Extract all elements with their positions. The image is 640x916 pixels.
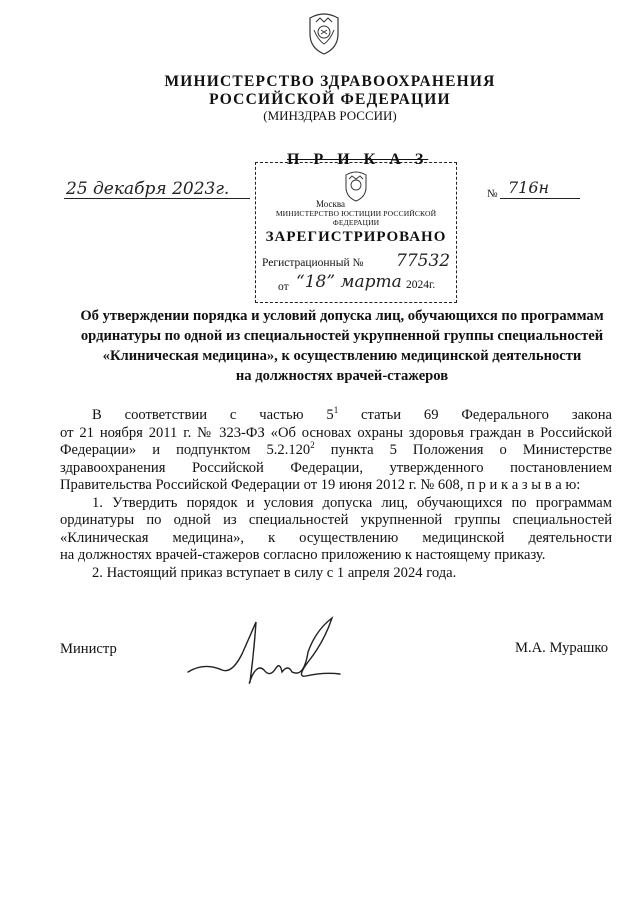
order-date: 25 декабря 2023г. <box>66 179 230 199</box>
coat-of-arms-icon <box>304 8 344 56</box>
document-title <box>40 306 640 386</box>
ministry-name-line1: МИНИСТЕРСТВО ЗДРАВООХРАНЕНИЯ <box>164 73 496 90</box>
stamp-date-handwritten: “18” марта <box>296 272 402 292</box>
body-line: В соответствии с частью $5^1$ статьи 69 Федерального закона <box>92 405 612 423</box>
ministry-name-line2: РОССИЙСКОЙ ФЕДЕРАЦИИ <box>209 91 451 108</box>
stamp-year: 2024г. <box>406 279 436 291</box>
signatory-name: М.А. Мурашко <box>515 640 609 656</box>
handwritten-signature <box>184 612 344 690</box>
signatory-position: Министр <box>60 641 117 657</box>
stamp-date-prefix: от <box>278 281 289 293</box>
body-line: Правительства Российской Федерации от 19 июня 2012 г. № 608, п р и к а з ы в а ю: <box>60 477 581 493</box>
body-line: здравоохранения Российской Федерации, утвержденного постановлением <box>60 459 612 476</box>
ministry-short-name: (МИНЗДРАВ РОССИИ) <box>263 108 397 123</box>
stamp-emblem-icon <box>338 167 374 203</box>
stamp-city: Москва <box>316 199 345 209</box>
body-line: на должностях врачей-стажеров согласно приложению к настоящему приказу. <box>60 547 546 563</box>
order-number-label: № <box>487 188 498 200</box>
body-line: от 21 ноября 2011 г. № 323-ФЗ «Об основах охраны здоровья граждан в Российской <box>60 424 612 441</box>
document-body <box>60 407 612 582</box>
order-number: 716н <box>508 178 550 197</box>
body-line: 2. Настоящий приказ вступает в силу с 1 апреля 2024 года. <box>92 564 457 581</box>
body-line: Федерации» и подпунктом 5.2.120$^2$ пункта 5 Положения о Министерстве <box>60 440 612 458</box>
body-line: 1. Утвердить порядок и условия допуска лиц, обучающихся по программам <box>92 494 612 511</box>
stamp-ministry: МИНИСТЕРСТВО ЮСТИЦИИ РОССИЙСКОЙ ФЕДЕРАЦИИ <box>275 209 437 227</box>
title-line: на должностях врачей-стажеров <box>235 368 449 384</box>
number-underline <box>500 198 580 199</box>
date-underline <box>64 198 250 199</box>
body-line: ординатуры по одной из специальностей укрупненной группы специальностей <box>60 512 612 528</box>
title-line: Об утверждении порядка и условий допуска лиц, обучающихся по программам <box>80 308 604 324</box>
order-title: П Р И К А З <box>287 151 429 168</box>
body-line: «Клиническая медицина», к осуществлению медицинской деятельности <box>60 529 612 546</box>
title-line: ординатуры по одной из специальностей укрупненной группы специальностей <box>80 328 604 344</box>
stamp-registration-number: 77532 <box>396 251 451 271</box>
stamp-registered: ЗАРЕГИСТРИРОВАНО <box>265 229 447 245</box>
stamp-registration-label: Регистрационный № <box>262 257 364 269</box>
title-line: «Клиническая медицина», к осуществлению медицинской деятельности <box>102 348 582 364</box>
